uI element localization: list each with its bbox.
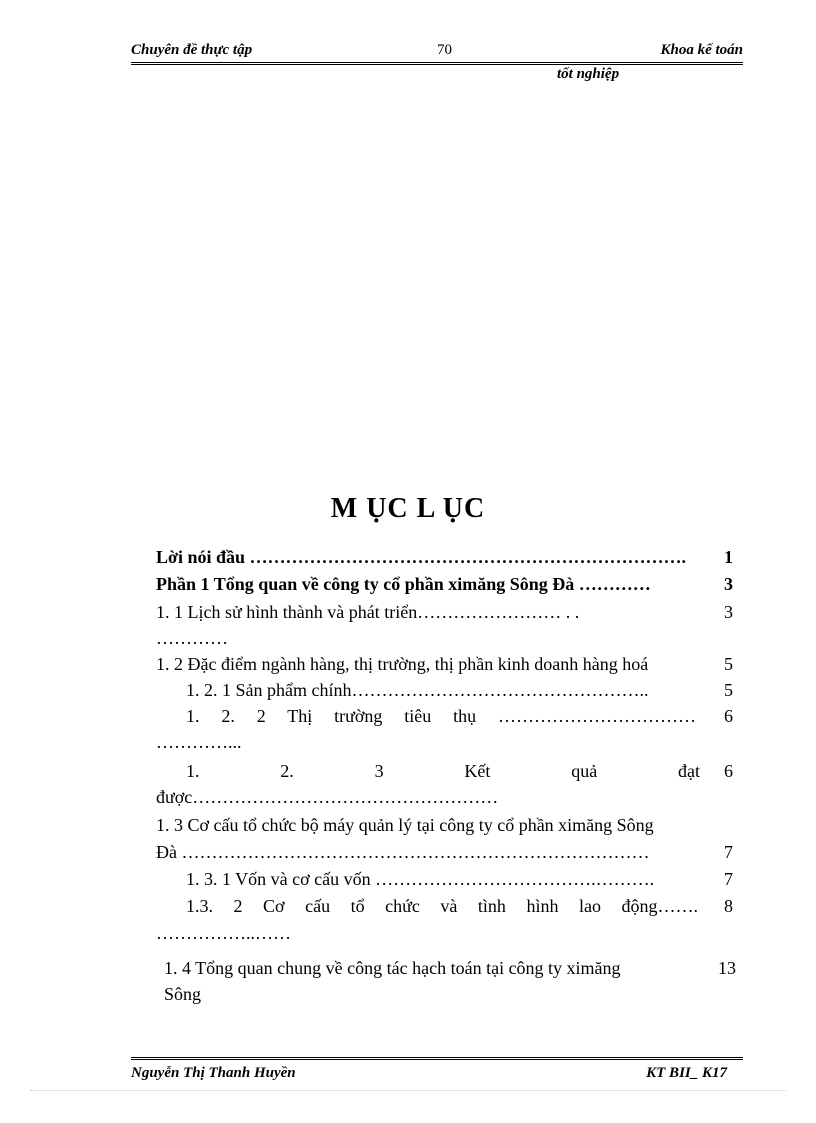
toc-entry-text: 1. 2. 1 Sản phẩm chính………………………………………….. xyxy=(186,680,649,700)
toc-entry-text: 1. 3. 1 Vốn và cơ cấu vốn ……………………………….………. xyxy=(186,869,655,889)
toc-entry-text: 1. 2. 3 Kết quả đạt xyxy=(186,761,700,781)
toc-entry-text: 1.3. 2 Cơ cấu tổ chức và tình hình lao động……. xyxy=(186,896,698,916)
toc-entry-text: Phần 1 Tổng quan về công ty cổ phần ximăng Sông Đà ………… xyxy=(156,574,651,594)
footer-author: Nguyễn Thị Thanh Huyền xyxy=(131,1065,296,1081)
toc-entry-page: 5 xyxy=(724,680,733,700)
page-header xyxy=(131,40,743,62)
toc-entry-page: 6 xyxy=(724,706,733,726)
toc-entry-page: 3 xyxy=(724,602,733,622)
toc-entry-page: 7 xyxy=(724,869,733,889)
header-right: Khoa kế toán xyxy=(660,42,743,58)
toc-entry-text: 1. 1 Lịch sử hình thành và phát triển…………………… . . xyxy=(156,602,580,622)
header-left: Chuyên đề thực tập xyxy=(131,42,253,58)
toc-entry-page: 6 xyxy=(724,761,733,781)
toc-entry-text: 1. 4 Tổng quan chung về công tác hạch toán tại công ty ximăng xyxy=(164,958,621,978)
toc-entry-page: 13 xyxy=(718,958,736,978)
toc-entry-page: 1 xyxy=(724,547,733,567)
header-right-continued: tốt nghiệp xyxy=(557,66,620,82)
toc-entry-page: 7 xyxy=(724,842,733,862)
toc-entry-text: 1. 3 Cơ cấu tổ chức bộ máy quản lý tại công ty cổ phần ximăng Sông xyxy=(156,815,654,835)
footer-rule xyxy=(131,1057,743,1060)
toc-entry-continuation: Sông xyxy=(164,984,202,1004)
toc-entry-continuation: Đà …………………………………………………………………… xyxy=(156,842,650,862)
page-bottom-divider xyxy=(30,1090,786,1091)
toc-entry-continuation: được…………………………………………… xyxy=(156,787,499,807)
toc-entry-page: 3 xyxy=(724,574,733,594)
header-page-number: 70 xyxy=(437,42,452,58)
toc-entry-continuation: …………... xyxy=(156,732,242,752)
toc-entry-page: 8 xyxy=(724,896,733,916)
toc-entry-text: 1. 2. 2 Thị trường tiêu thụ …………………………… xyxy=(186,706,696,726)
toc-title: M ỤC L ỤC xyxy=(330,493,486,524)
toc-entry-text: Lời nói đầu ………………………………………………………………. xyxy=(156,547,687,567)
header-rule xyxy=(131,62,743,65)
toc-entry-continuation: ………… xyxy=(156,628,228,648)
toc-entry-continuation: ……………..…… xyxy=(156,923,291,943)
toc-entry-page: 5 xyxy=(724,654,733,674)
footer-class: KT BII_ K17 xyxy=(646,1065,727,1081)
toc-entry-text: 1. 2 Đặc điểm ngành hàng, thị trường, thị phần kinh doanh hàng hoá xyxy=(156,654,649,674)
